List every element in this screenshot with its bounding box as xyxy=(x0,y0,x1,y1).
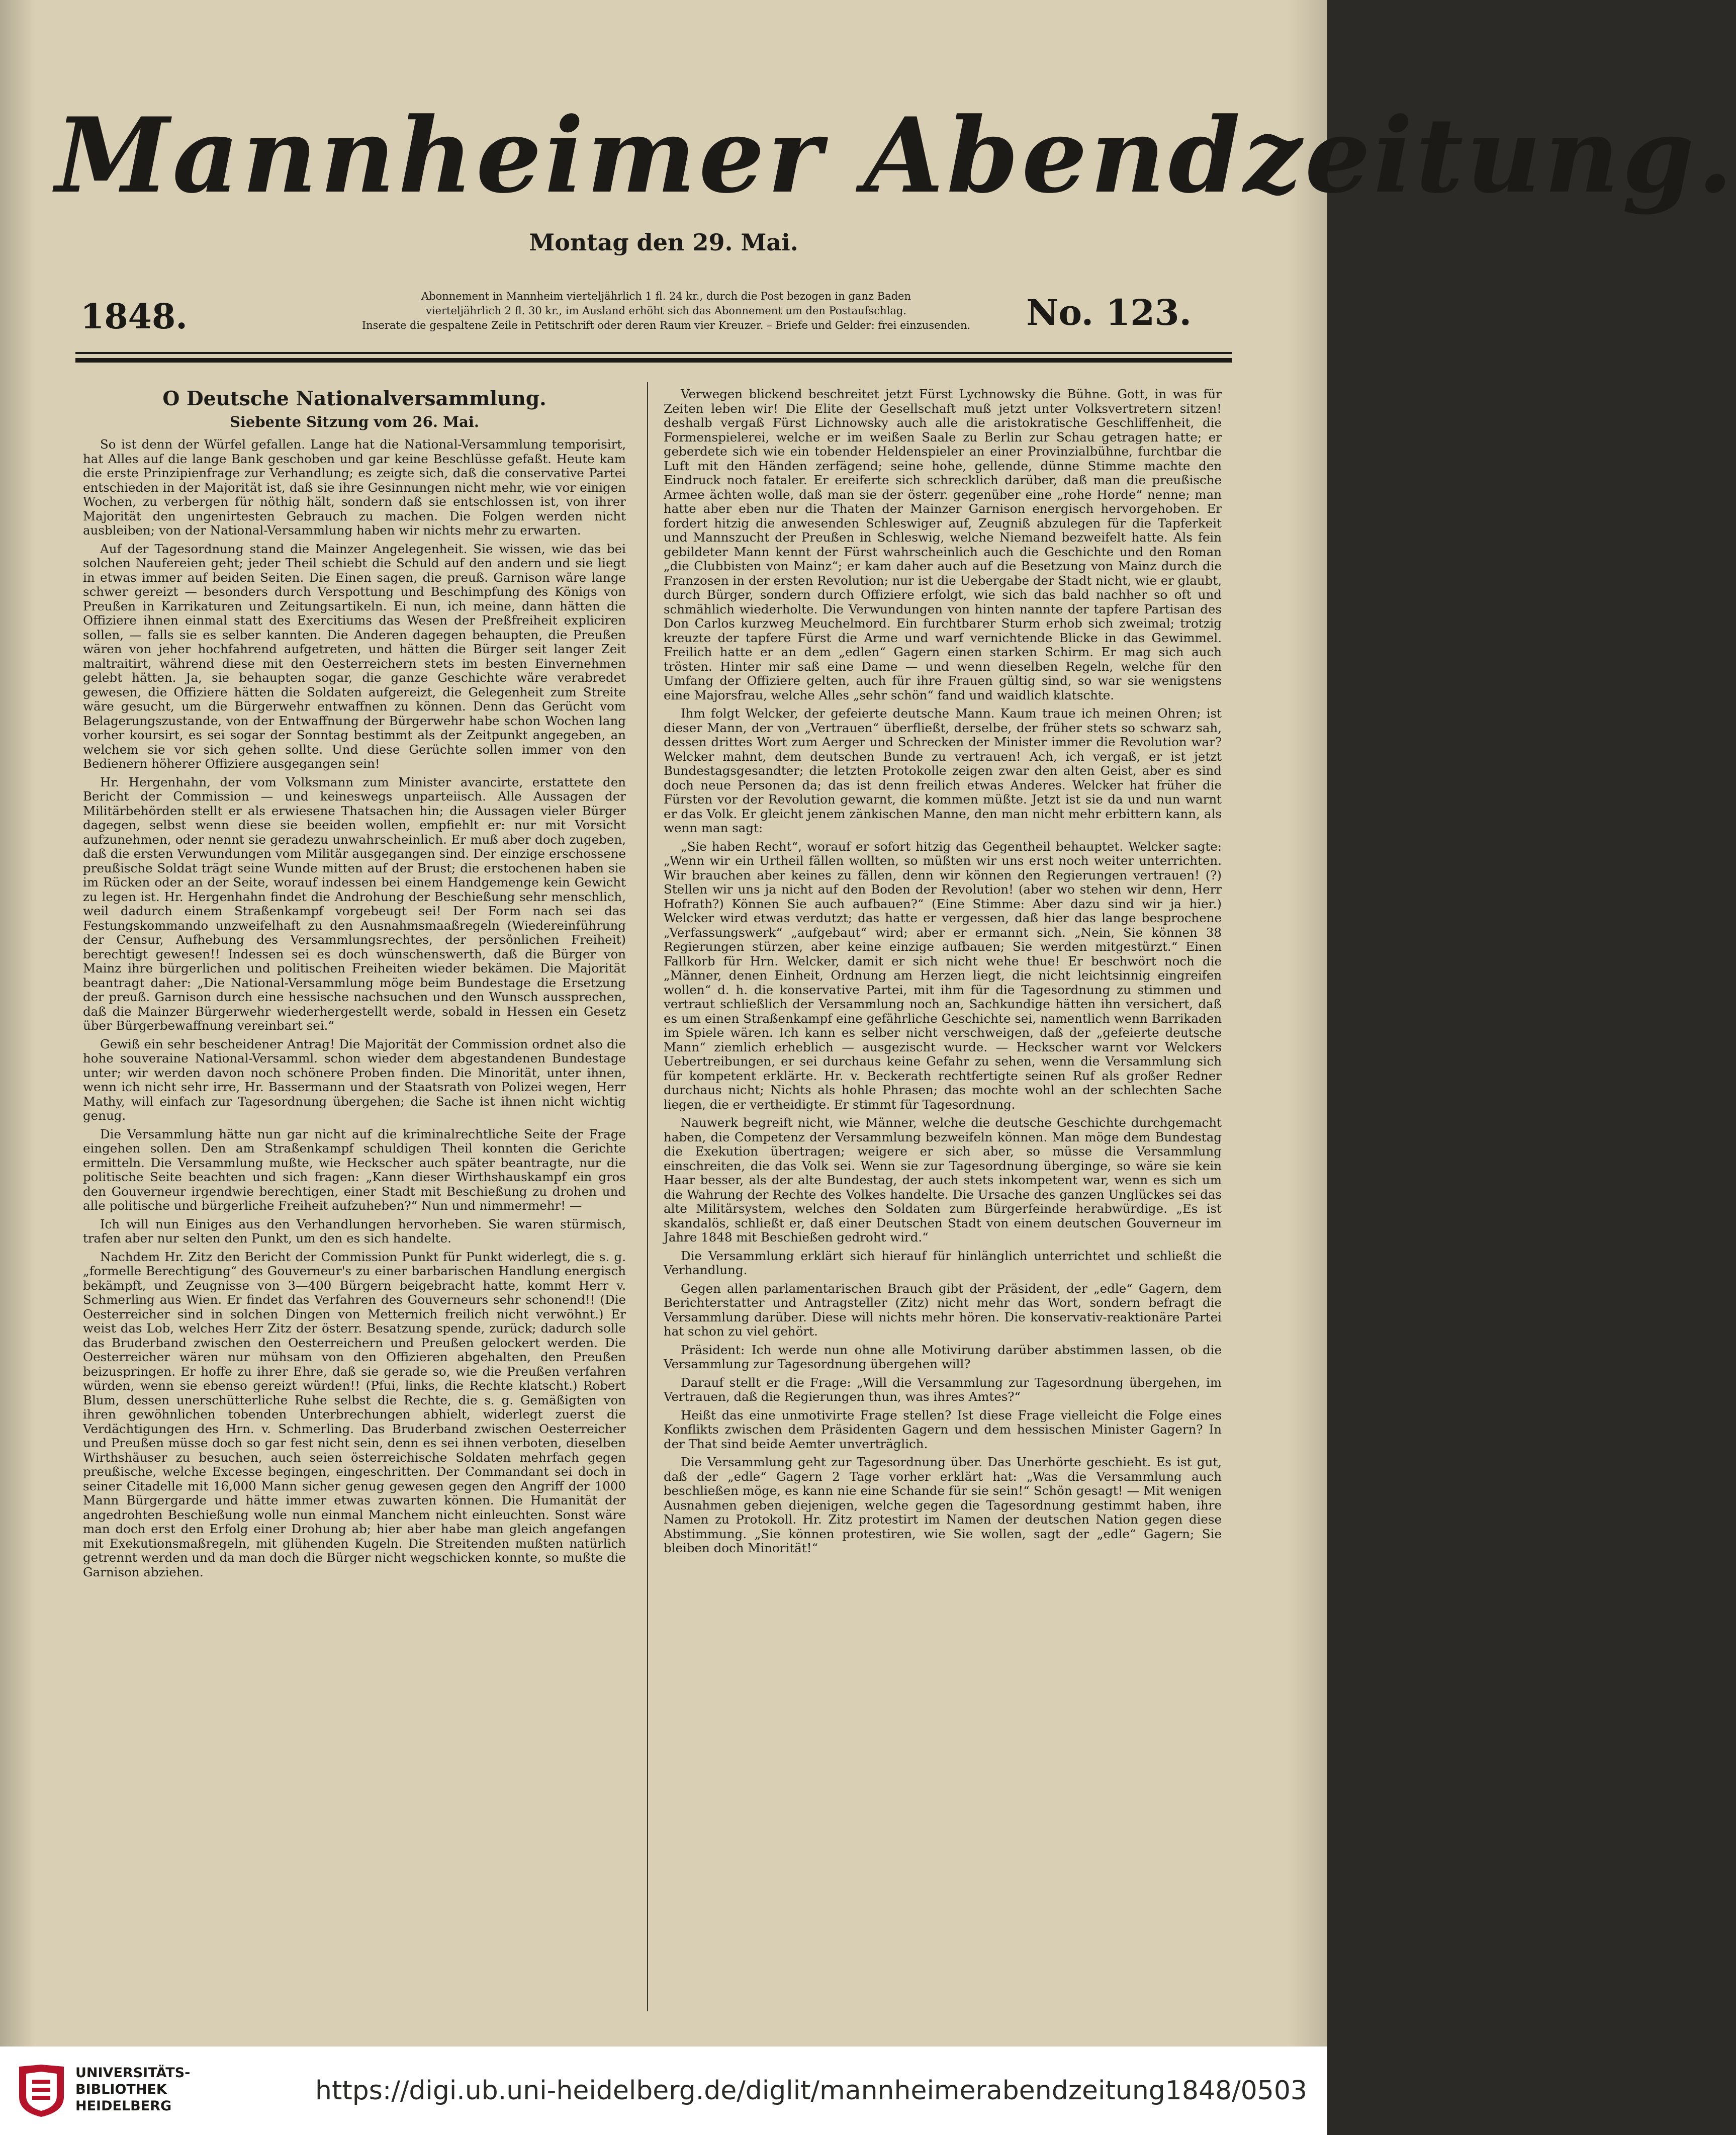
article-paragraph: Die Versammlung geht zur Tagesordnung über. Das Unerhörte geschieht. Es ist gut, daß der „edle“ Gagern 2 Tage vorher erklärt hat: „Was die Versammlung auch beschließen möge, es kann nie eine Schande für sie sein!“ Schön gesagt! — Mit wenigen Ausnahmen geben diejenigen, welche gegen die Tagesordnung gestimmt haben, ihre Namen zu Protokoll. Hr. Zitz protestirt im Namen der deutschen Nation gegen diese Abstimmung. „Sie können protestiren, wie Sie wollen, sagt der „edle“ Gagern; Sie bleiben doch Minorität!“ xyxy=(664,1455,1222,1555)
permalink-url[interactable]: https://digi.ub.uni-heidelberg.de/diglit/mannheimerabendzeitung1848/0503 xyxy=(315,2076,1307,2106)
article-paragraph: Hr. Hergenhahn, der vom Volksmann zum Minister avancirte, erstattete den Bericht der Commission — und keineswegs unparteiisch. Alle Aussagen der Militärbehörden stellt er als erwiesene Thatsachen hin; die Aussagen vieler Bürger dagegen, selbst wenn diese sie beeiden wollen, empfiehlt er: nur mit Vorsicht aufzunehmen, oder nennt sie geradezu unwahrscheinlich. Er muß aber doch zugeben, daß die ersten Verwundungen vom Militär ausgegangen sind. Der einzige erschossene preußische Soldat trägt seine Wunde mitten auf der Brust; die erstochenen haben sie im Rücken oder an der Seite, worauf indessen bei einem Handgemenge kein Gewicht zu legen ist. Hr. Hergenhahn findet die Androhung der Beschießung sehr menschlich, weil dadurch einem Straßenkampf vorgebeugt sei! Der Form nach sei das Festungskommando unzweifelhaft zu den Ausnahmsmaaßregeln (Wiedereinführung der Censur, Aufhebung des Versammlungsrechtes, der persönlichen Freiheit) berechtigt gewesen!! Indessen sei es doch wünschenswerth, daß die Bürger von Mainz ihre bürgerlichen und politischen Freiheiten wieder bekämen. Die Majorität beantragt daher: „Die National-Versammlung möge beim Bundestage die Ersetzung der preuß. Garnison durch eine hessische nachsuchen und den Wunsch aussprechen, daß die Mainzer Bürgerwehr wiederhergestellt werde, sobald in Hessen ein Gesetz über Bürgerbewaffnung vereinbart sei.“ xyxy=(83,774,626,1033)
article-paragraph: Nachdem Hr. Zitz den Bericht der Commission Punkt für Punkt widerlegt, die s. g. „formelle Berechtigung“ des Gouverneur's zu einer barbarischen Handlung energisch bekämpft, und Zeugnisse von 3—400 Bürgern beigebracht hatte, kommt Herr v. Schmerling aus Wien. Er findet das Verfahren des Gouverneurs sehr schonend!! (Die Oesterreicher sind in solchen Dingen von Metternich freilich nicht verwöhnt.) Er weist das Lob, welches Herr Zitz der österr. Besatzung spende, zurück; dadurch solle das Bruderband zwischen den Oesterreichern und Preußen gelockert werden. Die Oesterreicher wären nur mühsam von den Offizieren abgehalten, den Preußen beizuspringen. Er hoffe zu ihrer Ehre, daß sie gerade so, wie die Preußen verfahren würden, wenn sie ebenso gereizt würden!! (Pfui, links, die Rechte klatscht.) Robert Blum, dessen unerschütterliche Ruhe selbst die Rechte, die s. g. Gemäßigten von ihren gewöhnlichen tobenden Unterbrechungen abhielt, widerlegt zuerst die Verdächtigungen des Hrn. v. Schmerling. Das Bruderband zwischen Oesterreicher und Preußen müsse doch so gar fest nicht sein, denn es sei ihnen verboten, dieselben Wirthshäuser zu besuchen, auch seien österreichische Soldaten mehrfach gegen preußische, welche Excesse begingen, eingeschritten. Der Commandant sei doch in seiner Citadelle mit 16,000 Mann sicher genug gewesen gegen den Angriff der 1000 Mann Bürgergarde und hätte immer etwas zuwarten können. Die Humanität der angedrohten Beschießung wolle nun einmal Manchem nicht einleuchten. Sonst wäre man doch erst den Erfolg einer Drohung ab; hier aber habe man gleich angefangen mit Exekutionsmaßregeln, mit glühenden Kugeln. Die Streitenden mußten natürlich getrennt werden und da man doch die Bürger nicht wegschicken konnte, so mußte die Garnison abziehen. xyxy=(83,1249,626,1579)
article-paragraph: Ihm folgt Welcker, der gefeierte deutsche Mann. Kaum traue ich meinen Ohren; ist dieser Mann, der von „Vertrauen“ überfließt, derselbe, der früher stets so schwarz sah, dessen drittes Wort zum Aerger und Schrecken der Minister immer die Revolution war? Welcker mahnt, dem deutschen Bunde zu vertrauen! Ach, ich vergaß, er ist jetzt Bundestagsgesandter; die letzten Protokolle zeigen zwar den alten Geist, aber es sind doch neue Personen da; das ist denn freilich etwas Anderes. Welcker hat früher die Fürsten vor der Revolution gewarnt, die kommen müßte. Jetzt ist sie da und nun warnt er das Volk. Er gleicht jenem zänkischen Manne, den man nicht mehr erbittern kann, als wenn man sagt: xyxy=(664,706,1222,835)
issue-number: No. 123. xyxy=(1026,292,1192,333)
article-paragraph: Gegen allen parlamentarischen Brauch gibt der Präsident, der „edle“ Gagern, dem Berichterstatter und Antragsteller (Zitz) nicht mehr das Wort, sondern befragt die Versammlung darüber. Diese will nichts mehr hören. Die konservativ-reaktionäre Partei hat schon zu viel gehört. xyxy=(664,1281,1222,1339)
article-paragraph: Auf der Tagesordnung stand die Mainzer Angelegenheit. Sie wissen, wie das bei solchen Naufereien geht; jeder Theil schiebt die Schuld auf den andern und sie liegt in etwas immer auf beiden Seiten. Die Einen sagen, die preuß. Garnison wäre lange schwer gereizt — besonders durch Verspottung und Beschimpfung des Königs von Preußen in Karrikaturen und Zeitungsartikeln. Ei nun, ich meine, dann hätten die Offiziere ihnen einmal statt des Exercitiums das Wesen der Preßfreiheit expliciren sollen, — falls sie es selber kannten. Die Anderen dagegen behaupten, die Preußen wären von jeher hochfahrend aufgetreten, und hätten die Bürger seit langer Zeit maltraitirt, während diese mit den Oesterreichern stets im besten Einvernehmen gelebt hätten. Ja, sie behaupten sogar, die ganze Geschichte wäre verabredet gewesen, die Offiziere hätten die Soldaten aufgereizt, die Gelegenheit zum Streite wäre gesucht, um die Bürgerwehr entwaffnen zu können. Denn das Gerücht vom Belagerungszustande, von der Entwaffnung der Bürgerwehr habe schon Wochen lang vorher koursirt, es sei sogar der Sonntag bestimmt als der Zeitpunkt angegeben, an welchem sie vor sich gehen sollte. Und diese Gerüchte sollen immer von den Bedienern höherer Offiziere ausgegangen sein! xyxy=(83,541,626,771)
subscription-info xyxy=(342,289,990,333)
article-paragraph: Die Versammlung hätte nun gar nicht auf die kriminalrechtliche Seite der Frage eingehen sollen. Den am Straßenkampf schuldigen Theil konnten die Gerichte ermitteln. Die Versammlung mußte, wie Heckscher auch später beantragte, nur die politische Seite beachten und sich fragen: „Kann dieser Wirthshauskampf ein gros den Gouverneur irgendwie berechtigen, einer Stadt mit Beschießung zu drohen und alle politische und bürgerliche Freiheit aufzuheben?“ Nun und nimmermehr! — xyxy=(83,1126,626,1213)
masthead-rule-top xyxy=(75,352,1232,354)
article-headline: O Deutsche Nationalversammlung. xyxy=(162,387,546,410)
left-column xyxy=(83,387,626,1583)
article-paragraph: Gewiß ein sehr bescheidener Antrag! Die Majorität der Commission ordnet also die hohe souveraine National-Versamml. schon wieder dem abgestandenen Bundestage unter; wir werden davon noch schönere Proben finden. Die Minorität, unter ihnen, wenn ich nicht sehr irre, Hr. Bassermann und der Staatsrath von Polizei wegen, Herr Mathy, will einfach zur Tagesordnung übergehen; die Sache ist ihnen nicht wichtig genug. xyxy=(83,1036,626,1123)
right-column xyxy=(664,387,1222,1560)
issue-year: 1848. xyxy=(80,297,188,337)
column-divider xyxy=(647,382,648,2011)
library-name-line: BIBLIOTHEK xyxy=(75,2082,167,2097)
article-paragraph: Nauwerk begreift nicht, wie Männer, welche die deutsche Geschichte durchgemacht haben, die Competenz der Versammlung bezweifeln können. Man möge dem Bundestag die Exekution übertragen; weigere er sich aber, so müsse die Versammlung einschreiten, die das Volk sei. Wenn sie zur Tagesordnung überginge, so wäre sie kein Haar besser, als der alte Bundestag, der auch stets inkompetent war, wenn es sich um die Wahrung der Rechte des Volkes handelte. Die Ursache des ganzen Unglückes sei das alte Militärsystem, welches den Soldaten zum Bürgerfeinde herabwürdige. „Es ist skandalös, schließt er, daß einer Deutschen Stadt von einem deutschen Gouverneur im Jahre 1848 mit Beschießen gedroht wird.“ xyxy=(664,1115,1222,1244)
article-paragraph: Ich will nun Einiges aus den Verhandlungen hervorheben. Sie waren stürmisch, trafen aber nur selten den Punkt, um den es sich handelte. xyxy=(83,1216,626,1246)
article-paragraph: „Sie haben Recht“, worauf er sofort hitzig das Gegentheil behauptet. Welcker sagte: „Wenn wir ein Urtheil fällen wollten, so müßten wir uns erst noch weiter unterrichten. Wir brauchen aber keines zu fällen, denn wir können den Regierungen vertrauen! (?) Stellen wir uns ja nicht auf den Boden der Revolution! (aber wo stehen wir denn, Herr Hofrath?) Können Sie auch aufbauen?“ (Eine Stimme: Aber dazu sind wir ja hier.) Welcker wird etwas verdutzt; das hatte er vergessen, daß hier das lange besprochene „Verfassungswerk“ „aufgebaut“ wird; aber er ermannt sich. „Nein, Sie können 38 Regierungen stürzen, aber keine einzige aufbauen; Sie werden mitgestürzt.“ Einen Fallkorb für Hrn. Welcker, damit er sich nicht wehe thue! Er beschwört noch die „Männer, denen Einheit, Ordnung am Herzen liegt, die nicht leichtsinnig eingreifen wollen“ d. h. die konservative Partei, mit ihm für die Tagesordnung zu stimmen und vertraut schließlich der Versammlung noch an, Sachkundige hätten ihn versichert, daß es um einen Straßenkampf eine gefährliche Geschichte sei, namentlich wenn Barrikaden im Spiele wären. Ich kann es selber nicht verschweigen, daß der „gefeierte deutsche Mann“ ziemlich erheblich — ausgezischt wurde. — Heckscher warnt vor Welckers Uebertreibungen, er sei durchaus keine Gefahr zu sehen, wenn die Versammlung sich für kompetent erklärte. Hr. v. Beckerath rechtfertigte seinen Ruf als großer Redner durchaus nicht; Nichts als hohle Phrasen; das mochte wohl an der schlechten Sache liegen, die er vertheidigte. Er stimmt für Tagesordnung. xyxy=(664,839,1222,1112)
digitization-footer xyxy=(0,2047,1327,2135)
article-paragraph: Präsident: Ich werde nun ohne alle Motivirung darüber abstimmen lassen, ob die Versammlung zur Tagesordnung übergehen will? xyxy=(664,1342,1222,1371)
masthead-rule-bottom xyxy=(75,358,1232,363)
library-name-line: HEIDELBERG xyxy=(75,2098,172,2114)
issue-date: Montag den 29. Mai. xyxy=(529,229,798,256)
masthead-title: Mannheimer Abendzeitung. xyxy=(55,96,1736,216)
subscription-line: vierteljährlich 2 fl. 30 kr., im Ausland erhöht sich das Abonnement um den Postaufschlag. xyxy=(426,305,906,317)
library-name-line: UNIVERSITÄTS- xyxy=(75,2065,191,2081)
subscription-line: Inserate die gespaltene Zeile in Petitschrift oder deren Raum vier Kreuzer. – Briefe und Gelder: frei einzusenden. xyxy=(361,319,971,331)
article-paragraph: Verwegen blickend beschreitet jetzt Fürst Lychnowsky die Bühne. Gott, in was für Zeiten leben wir! Die Elite der Gesellschaft muß jetzt unter Volksvertretern sitzen! deshalb vergaß Fürst Lichnowsky auch alle die aristokratische Geschliffenheit, die Formenspielerei, welche er im weißen Saale zu Berlin zur Schau getragen hatte; er geberdete sich wie ein tobender Heldenspieler an einer Provinzialbühne, furchtbar die Luft mit den Händen zerfägend; seine hohe, gellende, dünne Stimme machte den Eindruck noch fataler. Er ereiferte sich schrecklich darüber, daß man die preußische Armee ächten wolle, daß man sie der österr. gegenüber eine „rohe Horde“ nenne; man hatte aber eben nur die Thaten der Mainzer Garnison energisch hervorgehoben. Er fordert hitzig die anwesenden Schleswiger auf, Zeugniß abzulegen für die Tapferkeit und Mannszucht der Preußen in Schleswig, welche Niemand bezweifelt hatte. Als fein gebildeter Mann kennt der Fürst wahrscheinlich auch die Geschichte und den Roman „die Clubbisten von Mainz“; er kam daher auch auf die Besetzung von Mainz durch die Franzosen in der ersten Revolution; nur ist die Uebergabe der Stadt nicht, wie er glaubt, durch Bürger, sondern durch Offiziere erfolgt, wie sich das bald nachher so oft und schmählich wiederholte. Die Verwundungen von hinten nannte der tapfere Partisan des Don Carlos kurzweg Meuchelmord. Ein furchtbarer Sturm erhob sich zweimal; trotzig kreuzte der tapfere Fürst die Arme und warf vernichtende Blicke in das Gewimmel. Freilich hatte er an dem „edlen“ Gagern einen starken Schirm. Er mag sich auch trösten. Hinter mir saß eine Dame — und wenn dieselben Regeln, welche für den Umfang der Offiziere gelten, auch für ihre Frauen gültig sind, so war sie wenigstens eine Majorsfrau, welche Alles „sehr schön“ fand und waidlich klatschte. xyxy=(664,387,1222,702)
article-subhead: Siebente Sitzung vom 26. Mai. xyxy=(229,413,480,430)
library-name xyxy=(75,2065,190,2114)
university-library-logo-icon xyxy=(15,2062,68,2119)
article-paragraph: Darauf stellt er die Frage: „Will die Versammlung zur Tagesordnung übergehen, im Vertrauen, daß die Regierungen thun, was ihres Amtes?“ xyxy=(664,1375,1222,1404)
article-paragraph: So ist denn der Würfel gefallen. Lange hat die National-Versammlung temporisirt, hat Alles auf die lange Bank geschoben und gar keine Beschlüsse gefaßt. Heute kam die erste Prinzipienfrage zur Verhandlung; es zeigte sich, daß die conservative Partei entschieden in der Majorität ist, daß sie ihre Gesinnungen nicht mehr, wie vor einigen Wochen, zu verbergen für nöthig hält, sondern daß sie entschlossen ist, von ihrer Majorität den ungenirtesten Gebrauch zu machen. Die Folgen werden nicht ausbleiben; von der National-Versammlung haben wir nichts mehr zu erwarten. xyxy=(83,437,626,538)
article-paragraph: Die Versammlung erklärt sich hierauf für hinlänglich unterrichtet und schließt die Verhandlung. xyxy=(664,1248,1222,1277)
subscription-line: Abonnement in Mannheim vierteljährlich 1 fl. 24 kr., durch die Post bezogen in ganz Baden xyxy=(421,290,911,302)
article-paragraph: Heißt das eine unmotivirte Frage stellen? Ist diese Frage vielleicht die Folge eines Konflikts zwischen dem Präsidenten Gagern und dem hessischen Minister Gagern? In der That sind beide Aemter unverträglich. xyxy=(664,1407,1222,1451)
